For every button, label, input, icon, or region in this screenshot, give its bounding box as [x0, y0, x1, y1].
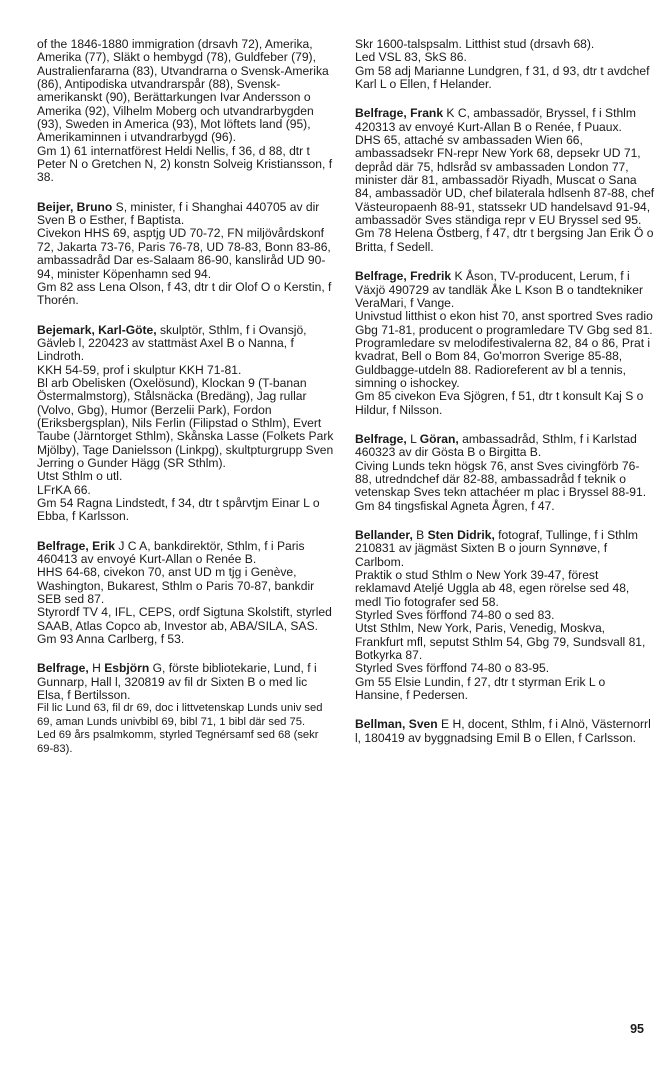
entry-lead: ambassadråd, Sthlm, f i Karlstad 460323 av dir Gösta B o Birgitta B. — [355, 431, 637, 460]
entry-continuation — [37, 38, 337, 185]
entry-paragraph: Gm 82 ass Lena Olson, f 43, dtr t dir Olof O o Kerstin, f Thorén. — [37, 279, 332, 308]
entry-paragraph: Gm 58 adj Marianne Lundgren, f 31, d 93, dtr t avdchef Karl L o Ellen, f Helander. — [355, 63, 650, 92]
entry-belfrage-erik — [37, 540, 337, 647]
entry-paragraph: KKH 54-59, prof i skulptur KKH 71-81. — [37, 362, 242, 377]
entry-lead: fotograf, Tullinge, f i Sthlm 210831 av jägmäst Sixten B o journ Synnøve, f Carlbom. — [355, 528, 638, 569]
entry-paragraph: Led 69 års psalmkomm, styrled Tegnérsamf sed 68 (sekr 69-83). — [37, 729, 319, 755]
entry-beijer-bruno — [37, 201, 337, 308]
entry-paragraph: Gm 93 Anna Carlberg, f 53. — [37, 632, 185, 647]
entry-paragraph: Bl arb Obelisken (Oxelösund), Klockan 9 (T-banan Östermalmstorg), Stålsnäcka (Bredäng), Jag rullar (Volvo, Gbg), Humor (Berzelii Park), Fordon (Eriksbergsplan), Nils Ferlin (Filipstad o Sthlm), Evert Taube (Järntorget Sthlm), Skånska Lasse (Folkets Park Mjölby), Tage Danielsson (Linkpg), skultpturgrupp Sven Jerring o Gunder Hägg (SR Sthlm). — [37, 375, 334, 470]
entry-paragraph: Fil lic Lund 63, fil dr 69, doc i littvetenskap Lunds univ sed 69, aman Lunds univbibl 69, bibl 71, 1 bibl där sed 75. — [37, 702, 323, 728]
entry-name: Göran, — [419, 431, 459, 446]
entry-paragraph: Styrled Sves förffond 74-80 o sed 83. — [355, 608, 555, 623]
entry-belfrage-fredrik — [355, 270, 655, 417]
entry-paragraph: Utst Sthlm, New York, Paris, Venedig, Moskva, Frankfurt mfl, seputst Sthlm 54, Gbg 79, Sundsvall 81, Botkyrka 87. — [355, 621, 646, 663]
entry-lead: G, förste bibliotekarie, Lund, f i Gunnarp, Hall l, 320819 av fil dr Sixten B o med lic Elsa, f Bertilsson. — [37, 661, 317, 703]
entry-name: Beijer, Bruno — [37, 199, 113, 214]
entry-paragraph: Civekon HHS 69, asptjg UD 70-72, FN miljövårdskonf 72, Jakarta 73-76, Paris 76-78, UD 78-83, Bonn 83-86, ambassadråd Dar es-Salaam 86-90, kanslіråd UD 90-94, minister Köpenhamn sed 94. — [37, 226, 331, 281]
entry-paragraph: Univstud litthist o ekon hist 70, anst sportred Sves radio Gbg 71-81, producent o programledare TV Gbg sed 81. Programledare sv melodifestivalerna 82, 84 o 86, Prat i kvadrat, Bell o Bom 84, Go'morron Sverige 85-88, Guldbagge-utdeln 88. Radioreferent av bl a tennis, simning o ishockey. — [355, 309, 653, 390]
left-column — [37, 38, 337, 772]
entry-paragraph: DHS 65, attaché sv ambassaden Wien 66, ambassadsekr FN-repr New York 68, depsekr UD 71, depråd där 75, hdlsråd sv ambassaden London 77, minister där 81, ambassadör Riyadh, Muscat o Sana 84, ambassadör UD, chef bilaterala hdlsenh 87-88, chef Västeuropaenh 88-91, statssekr UD handelsavd 91-94, ambassadör Sves ständiga repr v EU Bryssel sed 95. — [355, 133, 655, 228]
entry-paragraph: Gm 54 Ragna Lindstedt, f 34, dtr t spårvtjm Einar L o Ebba, f Karlsson. — [37, 496, 320, 524]
entry-initial: B — [412, 528, 428, 542]
entry-belfrage-esbjorn — [37, 662, 337, 755]
entry-paragraph: Gm 85 civekon Eva Sjögren, f 51, dtr t konsult Kaj S o Hildur, f Nilsson. — [355, 389, 644, 417]
entry-name: Belfrage, Frank — [355, 106, 444, 121]
entry-lead: K Åson, TV-producent, Lerum, f i Växjö 490729 av tandläk Åke L Kson B o tandtekniker VeraMari, f Vange. — [355, 269, 643, 310]
entry-bejemark-karl-gote — [37, 324, 337, 524]
entry-paragraph: HHS 64-68, civekon 70, anst UD m tjg i Genève, Washington, Bukarest, Sthlm o Paris 70-87, bankdir SEB sed 87. — [37, 565, 315, 607]
entry-belfrage-goran — [355, 433, 655, 513]
entry-lead: J C A, bankdirektör, Sthlm, f i Paris 460413 av envoyé Kurt-Allan o Renée B. — [37, 538, 305, 567]
entry-name: Bellman, Sven — [355, 717, 438, 732]
entry-paragraph: Led VSL 83, SkS 86. — [355, 50, 467, 65]
entry-paragraph: Civing Lunds tekn högsk 76, anst Sves civingförb 76-88, utredndchef där 82-88, ambassadråd f teknik o vetenskap Sves tekn attachéer m plac i Bryssel 88-91. — [355, 458, 647, 500]
entry-lead: S, minister, f i Shanghai 440705 av dir Sven B o Esther, f Baptista. — [37, 199, 320, 228]
entry-paragraph: Styrordf TV 4, IFL, CEPS, ordf Sigtuna Skolstift, styrled SAAB, Atlas Copco ab, Investor ab, ABA/SILA, SAS. — [37, 605, 332, 633]
entry-name: Bejemark, Karl-Göte, — [37, 322, 157, 337]
entry-name: Bellander, — [355, 528, 413, 542]
entry-belfrage-frank — [355, 107, 655, 254]
entry-lead: E H, docent, Sthlm, f i Alnö, Västernorrl l, 180419 av byggnadsing Emil B o Ellen, f Carlsson. — [355, 717, 651, 745]
entry-bellander-sten — [355, 529, 655, 702]
entry-name: Esbjörn — [104, 661, 150, 676]
entry-continuation — [355, 38, 655, 91]
entry-paragraph: Gm 78 Helena Östberg, f 47, dtr t bergsing Jan Erik Ö o Britta, f Sedell. — [355, 226, 654, 254]
entry-initial: L — [406, 431, 420, 446]
entry-paragraph: LFrKA 66. — [37, 482, 91, 497]
entry-paragraph: Skr 1600-talspsalm. Litthist stud (drsavh 68). — [355, 37, 595, 51]
entry-lead: K C, ambassadör, Bryssel, f i Sthlm 420313 av envoyé Kurt-Allan B o Renée, f Puaux. — [355, 106, 636, 134]
entry-paragraph: Praktik o stud Sthlm o New York 39-47, förest reklamavd Ateljé Uggla ab 48, egen rörelse sed 48, medl Tio fotografer sed 58. — [355, 568, 630, 609]
entry-paragraph: of the 1846-1880 immigration (drsavh 72), Amerika, Amerika (77), Släkt o hembygd (78), Guldfeber (79), Australienfararna (83), Utvandrarna o Svensk-Amerika (86), Antipodiska utvandrarspår (88), Svensk-amerikanskt (90), Berättarkungen Ivar Andersson o Amerika (92), Vilhelm Moberg och utvandrarbygden (93), Sweden in America (93), Mot löftets land (95), Amerikaminnen i utvandrarbygd (96). — [37, 37, 329, 145]
right-column — [355, 38, 655, 761]
entry-name: Belfrage, Fredrik — [355, 269, 452, 284]
entry-name: Belfrage, — [355, 431, 407, 446]
entry-paragraph: Gm 1) 61 internatförest Heldi Nellis, f 36, d 88, dtr t Peter N o Gretchen N, 2) konstn Solveig Kristiansson, f 38. — [37, 143, 333, 185]
entry-paragraph: Utst Sthlm o utl. — [37, 469, 123, 484]
entry-name: Belfrage, Erik — [37, 538, 115, 553]
entry-paragraph: Gm 55 Elsie Lundin, f 27, dtr t styrman Erik L o Hansine, f Pedersen. — [355, 674, 606, 703]
entry-paragraph: Styrled Sves förffond 74-80 o 83-95. — [355, 661, 550, 676]
entry-name: Belfrage, — [37, 661, 89, 676]
entry-lead: skulptör, Sthlm, f i Ovansjö, Gävleb l, 220423 av stattmäst Axel B o Nanna, f Lindroth. — [37, 322, 307, 364]
page-number: 95 — [630, 1022, 644, 1036]
entry-initial: H — [88, 661, 105, 676]
entry-name: Sten Didrik, — [427, 528, 495, 542]
entry-paragraph: Gm 84 tingsfiskal Agneta Ågren, f 47. — [355, 498, 555, 513]
entry-bellman-sven — [355, 718, 655, 745]
